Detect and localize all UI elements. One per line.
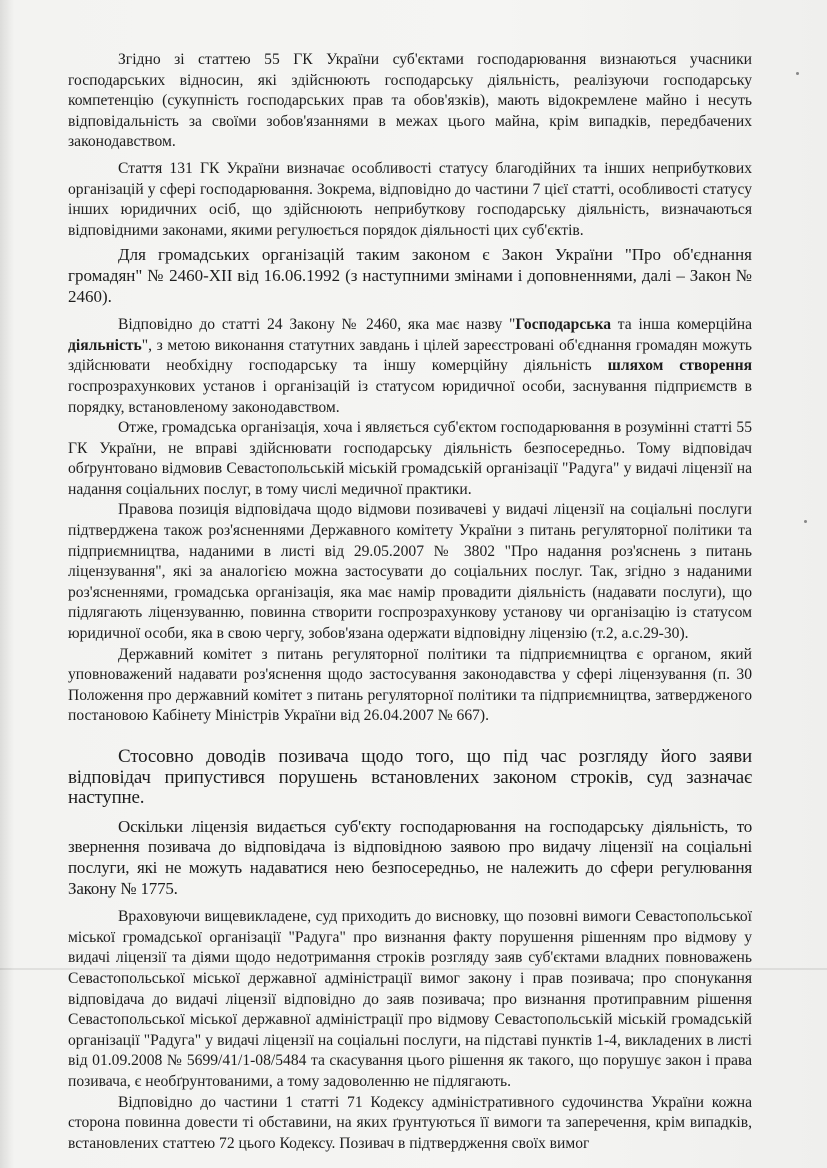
paragraph-9: Оскільки ліцензія видається суб'єкту господарювання на господарську діяльність, то звернення позивача до відповідача із відповідною заявою про видачу ліцензії на соціальні послуги, які не можуть надаватися нею безпосередньо, не належить до сфери регулювання Закону № 1775. bbox=[68, 816, 752, 898]
paragraph-11: Відповідно до частини 1 статті 71 Кодексу адміністративного судочинства України кожна сторона повинна довести ті обставини, на яких ґрунтуються її вимоги та заперечення, крім випадків, встановлених статтею 72 цього Кодексу. Позивач в підтвердження своїх вимог bbox=[68, 1093, 752, 1152]
scan-fold-line bbox=[0, 968, 827, 970]
paragraph-2-text: Стаття 131 ГК України визначає особливості статусу благодійних та інших неприбуткових організацій у сфері господарювання. Зокрема, відповідно до частини 7 цієї статті, особливості статусу інших юридичних осіб, що здійснюють неприбуткову господарську діяльність, визначаються відповідними законами, якими регулюється порядок діяльності цих суб'єктів. bbox=[68, 159, 752, 239]
paragraph-7: Державний комітет з питань регуляторної політики та підприємництва є органом, який уповноважений надавати роз'яснення щодо застосування законодавства у сфері ліцензування (п. 30 Положення про державний комітет з питань регуляторної політики та підприємництва, затвердженого постановою Кабінету Міністрів України від 26.04.2007 № 667). bbox=[68, 645, 752, 725]
paragraph-3: Для громадських організацій таким законом є Закон України "Про об'єднання громадян" № 2460-XII від 16.06.1992 (з наступними змінами і доповненнями, далі – Закон № 2460). bbox=[68, 245, 752, 306]
paragraph-2 bbox=[68, 159, 752, 241]
scan-speck bbox=[796, 72, 799, 75]
paragraph-6: Правова позиція відповідача щодо відмови позивачеві у видачі ліцензії на соціальні послуги підтверджена також роз'ясненнями Державного комітету України з питань регуляторної політики та підприємництва, наданими в листі від 29.05.2007 № 3802 "Про надання роз'яснень з питань ліцензування", які за аналогією можна застосувати до соціальних послуг. Так, згідно з наданими роз'ясненнями, громадська організація, яка має намір провадити діяльність (надавати послуги), що підлягають ліцензуванню, повинна створити госпрозрахункову установу чи організацію із статусом юридичної особи, яка в свою чергу, зобов'язана одержати відповідну ліцензію (т.2, а.с.29-30). bbox=[68, 501, 752, 643]
scan-speck bbox=[804, 520, 807, 523]
paragraph-8: Стосовно доводів позивача щодо того, що під час розгляду його заяви відповідач припустився порушень встановлених законом строків, суд зазначає наступне. bbox=[68, 746, 752, 809]
paragraph-5: Отже, громадська організація, хоча і являється суб'єктом господарювання в розумінні статті 55 ГК України, не вправі здійснювати господарську діяльність безпосередньо. Тому відповідач обґрунтовано відмовив Севастопольській міській громадській організації "Радуга" у видачі ліцензії на надання соціальних послуг, в тому числі медичної практики. bbox=[68, 419, 752, 498]
paragraph-4: Відповідно до статті 24 Закону № 2460, яка має назву "Господарська та інша комерційна діяльність", з метою виконання статутних завдань і цілей зареєстровані об'єднання громадян можуть здійснювати необхідну господарську та іншу комерційну діяльність шляхом створення госпрозрахункових установ і організацій із статусом юридичної особи, заснування підприємств в порядку, встановленому законодавством. bbox=[68, 316, 753, 416]
paragraph-10: Враховуючи вищевикладене, суд приходить до висновку, що позовні вимоги Севастопольської міської громадської організації "Радуга" про визнання факту порушення рішенням про відмову у видачі ліцензії та діями щодо недотримання строків розгляду заяв суб'єктами владних повноважень Севастопольської міської державної адміністрації вимог закону і прав позивача; про спонукання відповідача до видачі ліцензії відповідно до заяв позивача; про визнання протиправним рішення Севастопольської міської державної адміністрації про відмову Севастопольській міській громадській організації "Радуга" у видачі ліцензії на соціальні послуги, на підставі пунктів 1-4, викладених в листі від 01.09.2008 № 5699/41/1-08/5484 та скасування цього рішення як такого, що порушує закон і права позивача, є необґрунтованими, а тому задоволенню не підлягають. bbox=[68, 908, 752, 1090]
document-body bbox=[68, 50, 752, 1154]
paragraph-1: Згідно зі статтею 55 ГК України суб'єктами господарювання визнаються учасники господарських відносин, які здійснюють господарську діяльність, реалізуючи господарську компетенцію (сукупність господарських прав та обов'язків), мають відокремлене майно і несуть відповідальність за своїми зобов'язаннями в межах цього майна, крім випадків, передбачених законодавством. bbox=[68, 51, 752, 151]
